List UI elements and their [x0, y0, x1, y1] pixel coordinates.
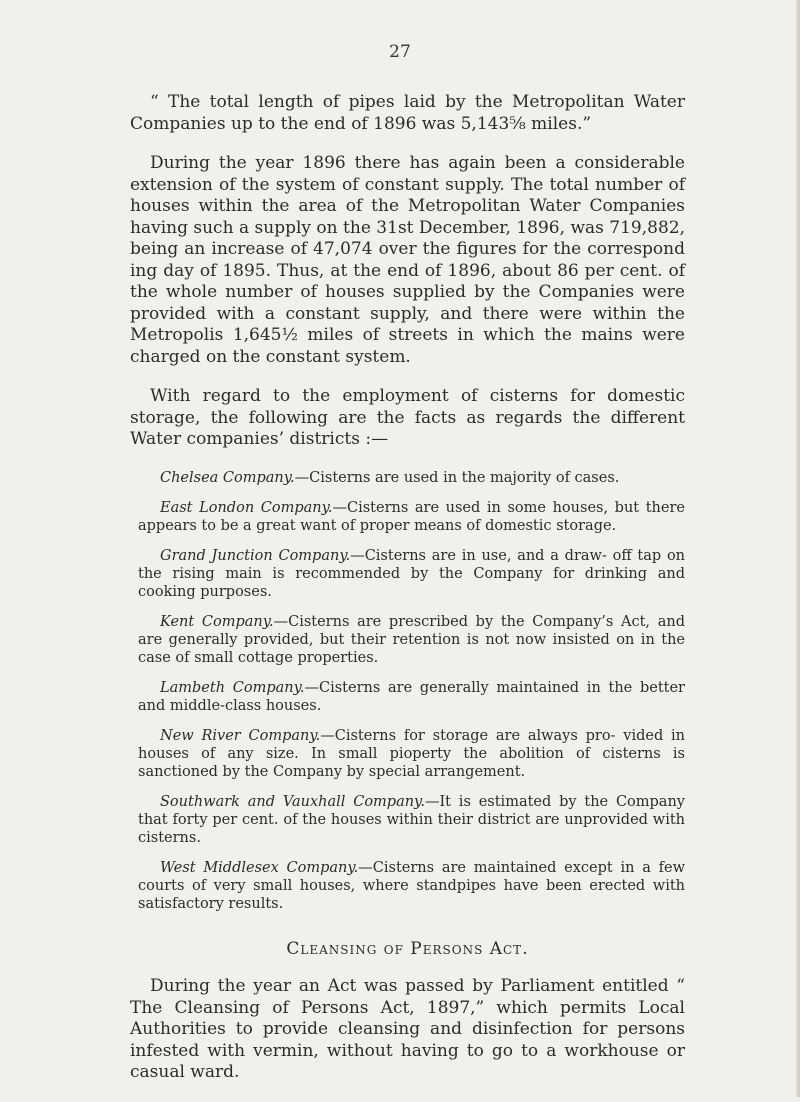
company-text: —Cisterns are maintained except in a few courts of very small houses, where standpipes have been erected with satisfactory results. [138, 859, 685, 912]
body-text [130, 92, 685, 1102]
company-text: —Cisterns are prescribed by the Company’s Act, and are generally provided, but their retention is not now insisted on in the case of small cottage properties. [138, 613, 685, 666]
constant-supply-paragraph: During the year 1896 there has again been a considerable extension of the system of constant supply. The total number of houses within the area of the Metropolitan Water Companies having such a supply on the 31st December, 1896, was 719,882, being an increase of 47,074 over the figures for the correspond ing day of 1895. Thus, at the end of 1896, about 86 per cent. of the whole number of houses supplied by the Companies were provided with a constant supply, and there were within the Metropolis 1,645½ miles of streets in which the mains were charged on the constant system. [130, 153, 685, 367]
company-text: —Cisterns are used in the majority of cases. [294, 469, 620, 486]
company-entry [130, 547, 685, 601]
company-name: Southwark and Vauxhall Company. [160, 793, 425, 810]
company-name: Lambeth Company. [160, 679, 305, 696]
company-name: Kent Company. [160, 613, 274, 630]
company-name: Grand Junction Company. [160, 547, 351, 564]
company-entry [130, 859, 685, 913]
company-entry [130, 727, 685, 781]
page-number: 27 [389, 42, 411, 62]
company-name: West Middlesex Company. [160, 859, 359, 876]
company-text: —It is estimated by the Company that forty per cent. of the houses within their district are unprovided with cisterns. [138, 793, 685, 846]
section-heading: Cleansing of Persons Act. [286, 938, 529, 959]
quote-paragraph: “ The total length of pipes laid by the Metropolitan Water Companies up to the end of 1896 was 5,143⅝ miles.” [130, 92, 685, 134]
company-entry [130, 469, 685, 487]
company-entry [130, 613, 685, 667]
company-name: Chelsea Company. [160, 469, 295, 486]
company-entry [130, 793, 685, 847]
company-text: —Cisterns are generally maintained in the better and middle-class houses. [138, 679, 685, 714]
company-entry [130, 499, 685, 535]
page-edge-shadow [796, 0, 800, 1097]
cleansing-act-paragraph: During the year an Act was passed by Parliament entitled “ The Cleansing of Persons Act, 1897,” which permits Local Authorities to provide cleansing and disinfection for persons infested with vermin, without having to go to a workhouse or casual ward. [130, 976, 685, 1082]
company-name: East London Company. [160, 499, 333, 516]
company-text: —Cisterns are used in some houses, but there appears to be a great want of proper means of domestic storage. [138, 499, 685, 534]
company-name: New River Company. [160, 727, 321, 744]
cisterns-intro-paragraph: With regard to the employment of cisterns for domestic storage, the following are the facts as regards the different Water companies’ districts :— [130, 386, 685, 449]
company-entry [130, 679, 685, 715]
company-text: —Cisterns for storage are always pro- vided in houses of any size. In small pioperty the abolition of cisterns is sanctioned by the Company by special arrangement. [138, 727, 685, 780]
company-text: —Cisterns are in use, and a draw- off tap on the rising main is recommended by the Company for drinking and cooking purposes. [138, 547, 686, 600]
